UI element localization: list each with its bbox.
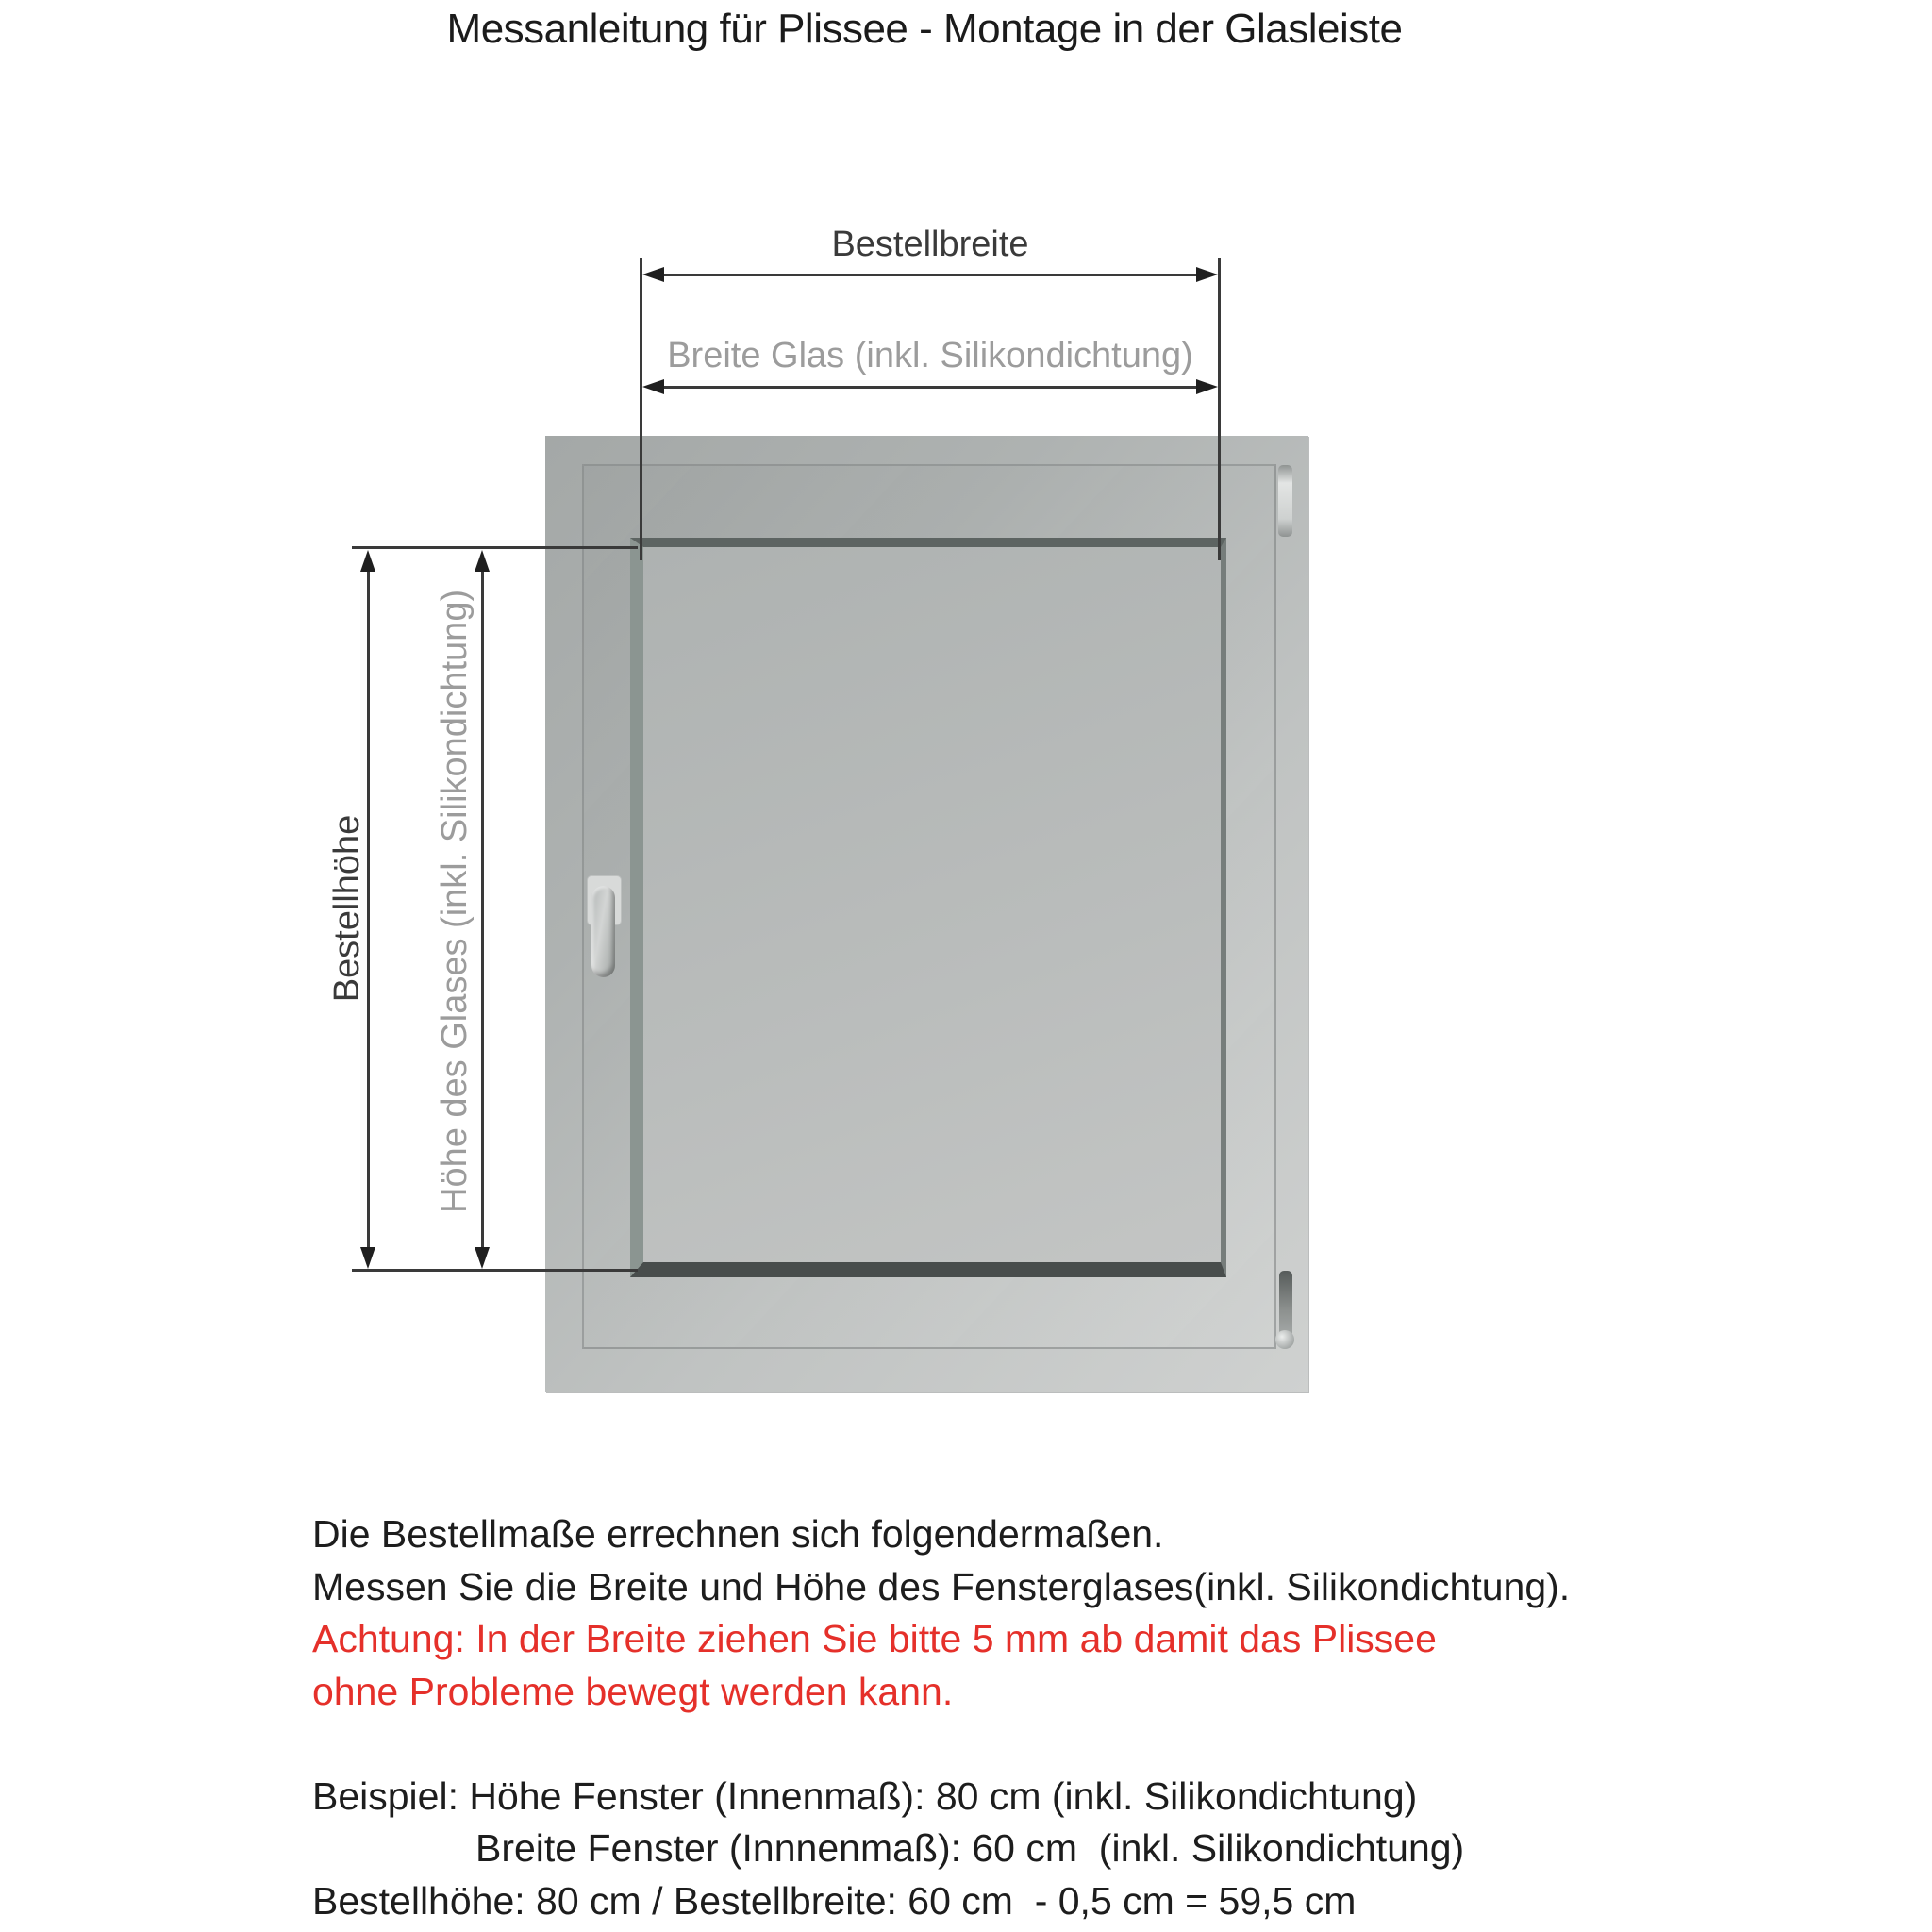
extension-line-top-horizontal [352,546,638,549]
instructions-block [312,1508,1822,1927]
warning-line-1: Achtung: In der Breite ziehen Sie bitte 5 mm ab damit das Plissee [312,1617,1437,1660]
warning-line-2: ohne Probleme bewegt werden kann. [312,1669,954,1713]
extension-line-right-vertical [1218,258,1221,560]
order-width-label: Bestellbreite [831,225,1029,264]
extension-line-bottom-horizontal [352,1269,638,1272]
arrow-left-icon [642,379,664,394]
arrow-left-icon [642,267,664,282]
example-line-3: Bestellhöhe: 80 cm / Bestellbreite: 60 cm - 0,5 cm = 59,5 cm [312,1878,1357,1923]
window-hinge-top [1278,465,1292,537]
arrow-up-icon [360,550,375,572]
glass-width-dimension-line [656,386,1205,389]
window-glass [630,538,1226,1277]
window-hinge-bottom-cap [1275,1330,1294,1349]
instruction-line-2: Messen Sie die Breite und Höhe des Fensterglases(inkl. Silikondichtung). [312,1564,1571,1608]
arrow-right-icon [1196,379,1218,394]
extension-line-left-vertical [640,258,642,560]
instruction-line-1: Die Bestellmaße errechnen sich folgendermaßen. [312,1512,1164,1556]
order-width-dimension-line [656,274,1205,276]
glass-width-label: Breite Glas (inkl. Silikondichtung) [667,336,1193,375]
text-spacer [312,1718,1822,1771]
arrow-down-icon [360,1247,375,1269]
order-height-label: Bestellhöhe [327,814,367,1003]
arrow-down-icon [475,1247,490,1269]
example-line-2: Breite Fenster (Innnenmaß): 60 cm (inkl. Silikondichtung) [475,1826,1465,1870]
example-line-1: Beispiel: Höhe Fenster (Innenmaß): 80 cm (inkl. Silikondichtung) [312,1774,1418,1818]
glass-height-dimension-line [481,568,484,1253]
window-hinge-bottom [1279,1271,1292,1337]
arrow-up-icon [475,550,490,572]
arrow-right-icon [1196,267,1218,282]
glass-height-label: Höhe des Glases (inkl. Silikondichtung) [435,589,475,1213]
page-title: Messanleitung für Plissee - Montage in der Glasleiste [446,6,1403,52]
window-handle [591,886,615,977]
